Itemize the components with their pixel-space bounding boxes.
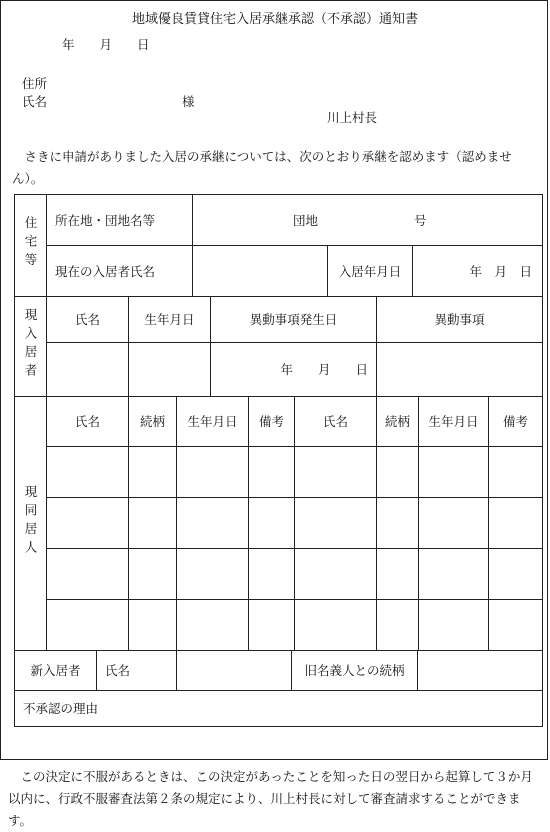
change-date-header: 異動事項発生日: [211, 297, 377, 343]
cohab-header-note-1: 備考: [249, 397, 295, 447]
cohab-header-note-2: 備考: [489, 397, 543, 447]
change-header: 異動事項: [377, 297, 543, 343]
table-row: [15, 447, 543, 498]
current-birth-header: 生年月日: [129, 297, 211, 343]
honorific: 様: [182, 94, 195, 109]
cohabitants-table: [14, 396, 543, 651]
new-resident-label: 新入居者: [15, 651, 97, 691]
table-row: [15, 498, 543, 549]
relation-cell: [418, 651, 543, 691]
resident-name-value: [193, 246, 328, 297]
name-label: 氏名: [22, 94, 48, 109]
housing-table: [14, 194, 543, 297]
cohab-header-relation-1: 続柄: [129, 397, 177, 447]
new-resident-table: [14, 650, 543, 727]
current-name-cell: [47, 343, 129, 397]
date-line: 年 月 日: [62, 37, 150, 52]
go-label: 号: [413, 212, 427, 228]
relation-label: 旧名義人との続柄: [292, 651, 418, 691]
location-value: [193, 195, 543, 246]
document-title: 地域優良賃貸住宅入居承継承認（不承認）通知書: [131, 12, 418, 27]
current-resident-section-label: 現入居者: [15, 297, 47, 397]
cohab-header-birth-1: 生年月日: [177, 397, 249, 447]
cohab-header-birth-2: 生年月日: [419, 397, 489, 447]
new-resident-name-cell: [177, 651, 292, 691]
new-resident-name-label: 氏名: [97, 651, 177, 691]
intro-text: さきに申請がありました入居の承継については、次のとおり承継を認めます（認めません）。: [12, 149, 512, 186]
cohab-header-name-2: 氏名: [295, 397, 377, 447]
current-birth-cell: [129, 343, 211, 397]
current-resident-table: [14, 296, 543, 397]
location-label: 所在地・団地名等: [47, 195, 193, 246]
cohabitants-section-label: 現同居人: [15, 397, 47, 651]
resident-name-label: 現在の入居者氏名: [47, 246, 193, 297]
appeal-notice: この決定に不服があるときは、この決定があったことを知った日の翌日から起算して３か月以内に、行政不服審査法第２条の規定により、川上村長に対して審査請求することができます。: [8, 769, 533, 828]
danchi-label: 団地: [293, 212, 319, 228]
housing-section-label: 住宅等: [15, 195, 47, 297]
table-row: [15, 549, 543, 600]
change-date-value: 年 月 日: [211, 343, 377, 397]
rejection-reason-label: 不承認の理由: [15, 691, 543, 727]
table-row: [15, 600, 543, 651]
cohab-header-relation-2: 続柄: [377, 397, 419, 447]
cohab-header-name-1: 氏名: [47, 397, 129, 447]
change-cell: [377, 343, 543, 397]
address-label: 住所: [22, 76, 48, 91]
move-in-date: 年 月 日: [413, 246, 543, 297]
sender-name: 川上村長: [327, 110, 378, 125]
current-name-header: 氏名: [47, 297, 129, 343]
move-in-label: 入居年月日: [328, 246, 413, 297]
